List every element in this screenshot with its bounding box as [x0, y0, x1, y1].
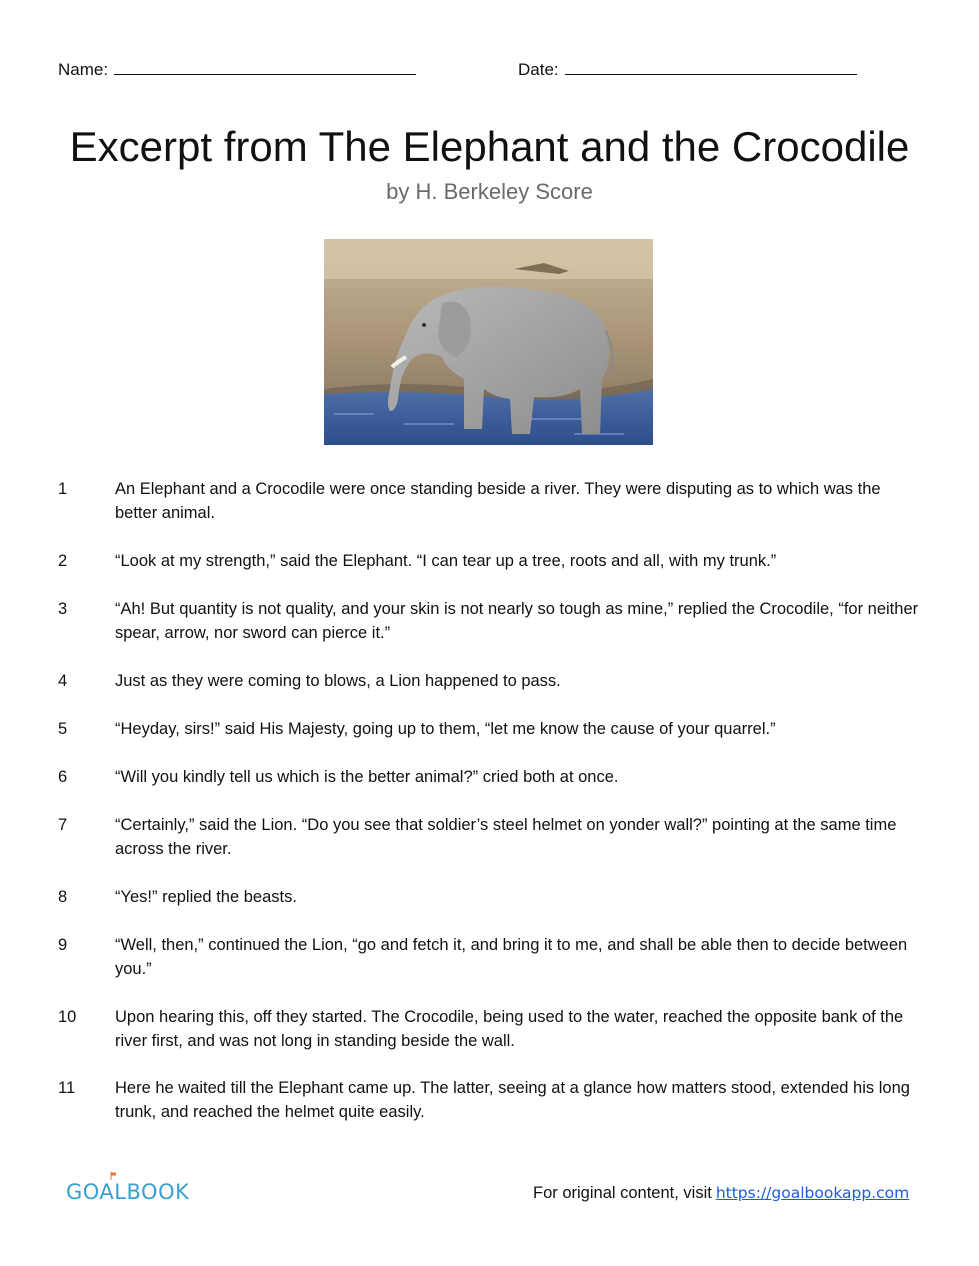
footer-note-text: For original content, visit	[533, 1184, 712, 1202]
paragraph-text: “Certainly,” said the Lion. “Do you see that soldier’s steel helmet on yonder wall?” pointing at the same time across the river.	[115, 816, 897, 858]
date-label: Date:	[518, 60, 559, 79]
paragraph-text: “Ah! But quantity is not quality, and your skin is not nearly so tough as mine,” replied the Crocodile, “for neither spear, arrow, nor sword can pierce it.”	[115, 600, 919, 642]
date-field[interactable]	[518, 58, 857, 80]
name-label: Name:	[58, 60, 109, 79]
paragraph-text: “Heyday, sirs!” said His Majesty, going up to them, “let me know the cause of your quarrel.”	[115, 720, 776, 738]
paragraph-text: Here he waited till the Elephant came up. The latter, seeing at a glance how matters stood, extended his long trunk, and reached the helmet quite easily.	[115, 1079, 910, 1121]
author-byline: by H. Berkeley Score	[386, 179, 593, 204]
footer-note	[533, 1184, 909, 1203]
page-title: Excerpt from The Elephant and the Crocodile	[69, 123, 910, 170]
name-blank-line[interactable]	[114, 58, 416, 75]
paragraph-text: “Well, then,” continued the Lion, “go and fetch it, and bring it to me, and shall be able then to decide between you.”	[115, 936, 908, 978]
paragraph-text: Upon hearing this, off they started. The Crocodile, being used to the water, reached the opposite bank of the river first, and was not long in standing beside the wall.	[115, 1008, 904, 1050]
paragraph-number: 9	[58, 936, 68, 954]
paragraph-number: 7	[58, 816, 68, 834]
paragraph-text: “Will you kindly tell us which is the better animal?” cried both at once.	[115, 768, 619, 786]
paragraph-number: 10	[58, 1008, 77, 1026]
paragraph-number: 4	[58, 672, 68, 690]
paragraph-number: 1	[58, 480, 68, 498]
goalbook-link[interactable]: https://goalbookapp.com	[715, 1184, 910, 1202]
paragraph-text: “Yes!” replied the beasts.	[115, 888, 297, 906]
logo-text: GOALBOOK	[66, 1180, 190, 1204]
paragraph-text: “Look at my strength,” said the Elephant. “I can tear up a tree, roots and all, with my trunk.”	[115, 552, 777, 570]
paragraph-text: An Elephant and a Crocodile were once standing beside a river. They were disputing as to which was the better animal.	[115, 480, 881, 522]
paragraph-number: 5	[58, 720, 68, 738]
paragraph-number: 6	[58, 768, 68, 786]
paragraph-number: 3	[58, 600, 68, 618]
paragraph-text: Just as they were coming to blows, a Lion happened to pass.	[115, 672, 561, 690]
paragraph-number: 11	[58, 1079, 76, 1097]
date-blank-line[interactable]	[565, 58, 857, 75]
header-row	[0, 58, 979, 82]
paragraph-number: 8	[58, 888, 68, 906]
flag-icon	[110, 1172, 118, 1180]
name-field[interactable]	[58, 58, 416, 80]
elephant-photo	[324, 239, 653, 445]
goalbook-logo	[66, 1172, 196, 1206]
paragraph-number: 2	[58, 552, 68, 570]
